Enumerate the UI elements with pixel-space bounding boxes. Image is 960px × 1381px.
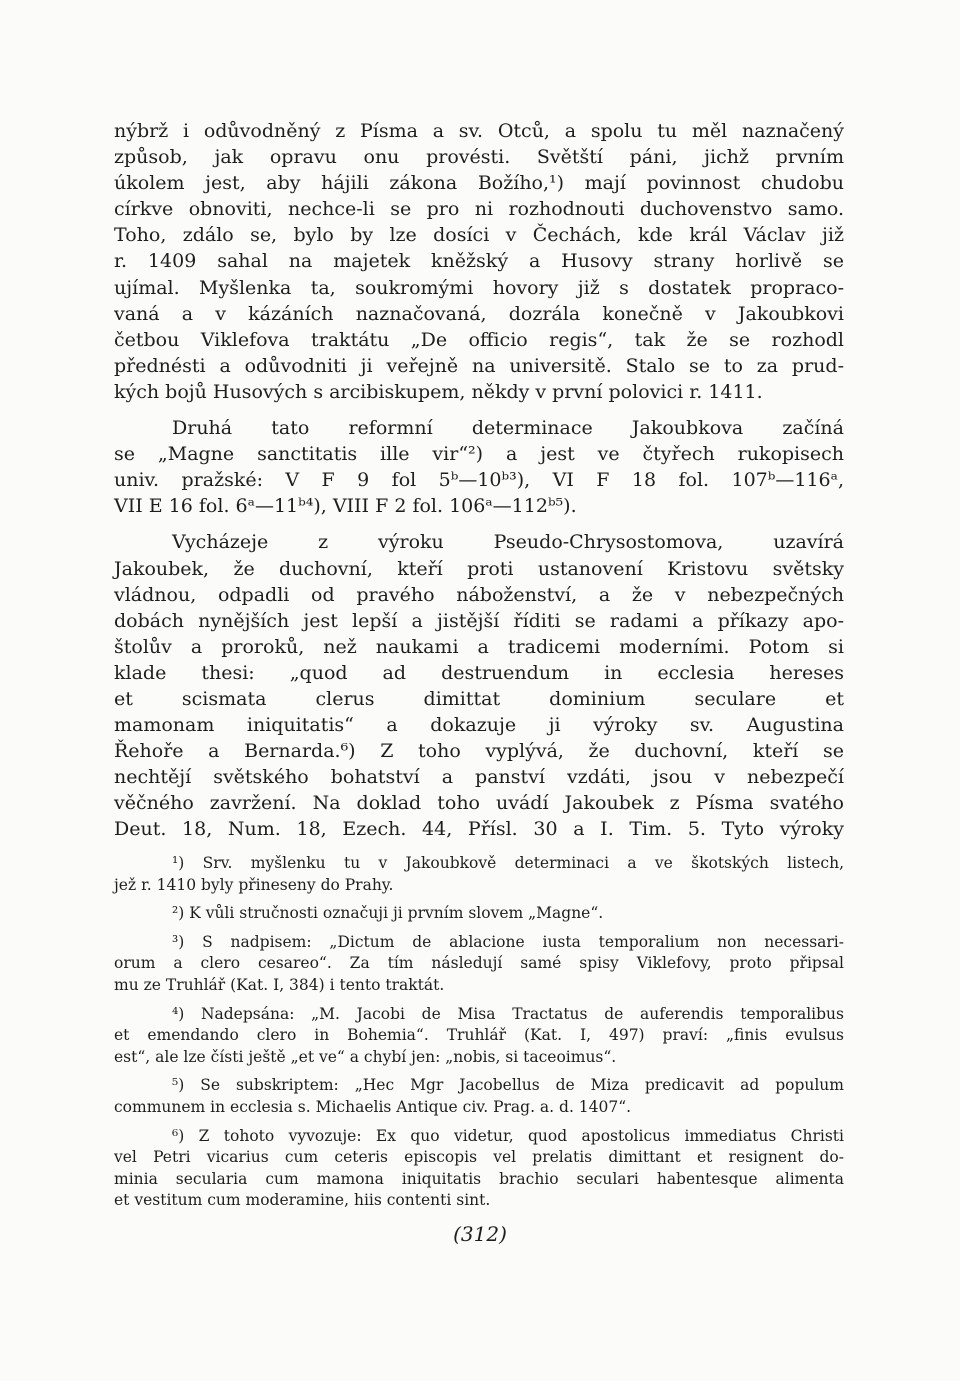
footnote-line: et vestitum cum moderamine, hiis contenti sint. bbox=[114, 1191, 491, 1210]
text-line: vaná a v kázáních naznačovaná, dozrála konečně v Jakoubkovi bbox=[114, 302, 844, 325]
text-line: nechtějí světského bohatství a panství vzdáti, jsou v nebezpečí bbox=[114, 766, 844, 789]
text-line: Řehoře a Bernarda.⁶) Z toho vyplývá, že duchovní, kteří se bbox=[114, 740, 844, 763]
footnote-line: ⁴) Nadepsána: „M. Jacobi de Misa Tractatus de auferendis temporalibus bbox=[172, 1004, 844, 1023]
text-line: štolův a proroků, než naukami a tradicemi moderními. Potom si bbox=[114, 635, 844, 658]
text-line: dobách nynějších jest lepší a jistější říditi se radami a příkazy apo- bbox=[114, 609, 844, 632]
footnote-line: orum a clero cesareo“. Za tím následují samé spisy Viklefovy, proto připsal bbox=[114, 954, 844, 973]
text-line: nýbrž i odůvodněný z Písma a sv. Otců, a spolu tu měl naznačený bbox=[114, 120, 844, 142]
text-line: vládnou, odpadli od pravého náboženství, a že v nebezpečných bbox=[114, 583, 844, 606]
footnote-line: mu ze Truhlář (Kat. I, 384) i tento traktát. bbox=[114, 975, 445, 994]
footnote-line: vel Petri vicarius cum ceteris episcopis vel prelatis dimittant et resignent do- bbox=[114, 1148, 844, 1167]
footnote-line: et emendando clero in Bohemia“. Truhlář (Kat. I, 497) praví: „finis evulsus bbox=[114, 1026, 844, 1045]
footnotes bbox=[114, 853, 844, 1212]
footnote-line: ⁵) Se subskriptem: „Hec Mgr Jacobellus de Miza predicavit ad populum bbox=[172, 1076, 844, 1095]
text-line: klade thesi: „quod ad destruendum in ecclesia hereses bbox=[114, 661, 844, 684]
text-line: Jakoubek, že duchovní, kteří proti ustanovení Kristovu světsky bbox=[114, 557, 844, 580]
footnote-line: jež r. 1410 byly přineseny do Prahy. bbox=[114, 875, 394, 894]
footnote-line: ²) K vůli stručnosti označuji ji prvním slovem „Magne“. bbox=[172, 904, 604, 923]
text-line: mamonam iniquitatis“ a dokazuje ji výroky sv. Augustina bbox=[114, 714, 844, 737]
footnote-line: minia secularia cum mamona iniquitatis brachio seculari habentesque alimenta bbox=[114, 1169, 844, 1188]
text-line: četbou Viklefova traktátu „De officio regis“, tak že se rozhodl bbox=[114, 328, 844, 351]
text-line: věčného zavržení. Na doklad toho uvádí Jakoubek z Písma svatého bbox=[114, 792, 844, 815]
text-line: Toho, zdálo se, bylo by lze dosíci v Čechách, kde král Václav již bbox=[114, 224, 844, 247]
footnote-line: ⁶) Z tohoto vyvozuje: Ex quo videtur, quod apostolicus immediatus Christi bbox=[172, 1126, 844, 1145]
text-line: se „Magne sanctitatis ille vir“²) a jest ve čtyřech rukopisech bbox=[114, 443, 844, 466]
text-line: Druhá tato reformní determinace Jakoubkova začíná bbox=[172, 417, 844, 440]
text-line: r. 1409 sahal na majetek kněžský a Husovy strany horlivě se bbox=[114, 250, 844, 273]
text-line: Vycházeje z výroku Pseudo-Chrysostomova, uzavírá bbox=[172, 531, 844, 554]
text-line: způsob, jak opravu onu provésti. Světští páni, jichž prvním bbox=[114, 146, 844, 169]
text-line: et scismata clerus dimittat dominium seculare et bbox=[114, 687, 844, 710]
page-number: (312) bbox=[453, 1222, 507, 1246]
text-line: církve obnoviti, nechce-li se pro ni rozhodnouti duchovenstvo samo. bbox=[114, 198, 844, 221]
text-line: VII E 16 fol. 6ᵃ—11ᵇ⁴), VIII F 2 fol. 106ᵃ—112ᵇ⁵). bbox=[114, 495, 577, 518]
footnote-line: ³) S nadpisem: „Dictum de ablacione iusta temporalium non necessari- bbox=[172, 932, 844, 951]
text-line: kých bojů Husových s arcibiskupem, někdy v první polovici r. 1411. bbox=[114, 380, 763, 403]
text-line: úkolem jest, aby hájili zákona Božího,¹) mají povinnost chudobu bbox=[114, 172, 844, 195]
text-line: Deut. 18, Num. 18, Ezech. 44, Přísl. 30 a I. Tim. 5. Tyto výroky bbox=[114, 818, 844, 841]
footnote-line: est“, ale lze čísti ještě „et ve“ a chybí jen: „nobis, si taceoimus“. bbox=[114, 1047, 617, 1066]
main-text bbox=[114, 118, 844, 843]
text-line: ujímal. Myšlenka ta, soukromými hovory již s dostatek propraco- bbox=[114, 276, 844, 299]
text-line: přednésti a odůvodniti ji veřejně na universitě. Stalo se to za prud- bbox=[114, 354, 844, 377]
footnote-line: communem in ecclesia s. Michaelis Antique civ. Prag. a. d. 1407“. bbox=[114, 1097, 632, 1116]
footnote-line: ¹) Srv. myšlenku tu v Jakoubkově determinaci a ve škotských listech, bbox=[172, 854, 844, 872]
text-line: univ. pražské: V F 9 fol 5ᵇ—10ᵇ³), VI F 18 fol. 107ᵇ—116ᵃ, bbox=[114, 469, 844, 492]
